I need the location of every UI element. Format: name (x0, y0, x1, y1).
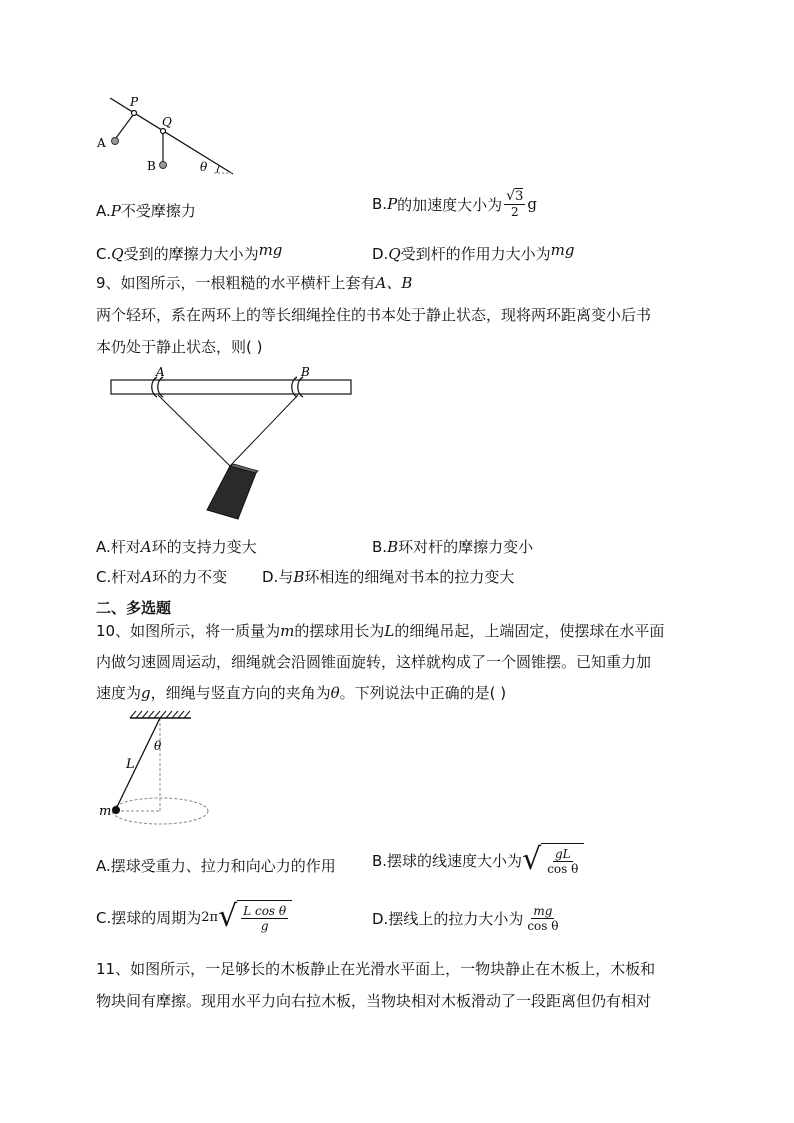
q10-option-b-sqrt: √ $\frac{gL}{\text{cos θ}}$ (522, 843, 584, 877)
label-p: P (130, 95, 139, 109)
horizontal-rod (111, 380, 351, 394)
q8-option-b-prefix: B. (372, 195, 388, 213)
q8-option-b-numerator: √3 (506, 188, 524, 204)
q8-option-b-denominator: 2 (510, 205, 519, 219)
q10-option-a[interactable]: A.摆球受重力、拉力和向心力的作用 (96, 857, 336, 875)
q8-option-d-math: mg (550, 241, 575, 259)
q10-option-b[interactable]: B.摆球的线速度大小为 √ $\frac{gL}{\text{cos θ}}$ (372, 843, 584, 877)
q8-option-b[interactable] (372, 189, 537, 219)
label-b: B (147, 159, 156, 173)
q9-option-b-var: B (387, 538, 399, 556)
fig9-label-b: B (301, 365, 310, 379)
q8-option-a[interactable] (96, 200, 196, 221)
q8-option-a-var: P (110, 202, 121, 220)
q9-option-d-var: B (293, 568, 305, 586)
q8-option-c-prefix: C. (96, 245, 112, 263)
q9-option-b[interactable]: B.B环对杆的摩擦力变小 (372, 538, 534, 556)
q9-stem-line3: 本仍处于静止状态，则( ) (96, 338, 263, 356)
ball-b (160, 162, 167, 169)
q9-option-d[interactable]: D.与B环相连的细绳对书本的拉力变大 (262, 568, 515, 586)
q9-stem-vars: A、B (375, 274, 413, 292)
string-pa (116, 115, 133, 138)
fig10-label-l: L (126, 757, 135, 772)
q9-stem-line2: 两个轻环，系在两环上的等长细绳拴住的书本处于静止状态，现将两环距离变小后书 (96, 306, 652, 324)
q10-stem-line2: 内做匀速圆周运动，细绳就会沿圆锥面旋转，这样就构成了一个圆锥摆。已知重力加 (96, 653, 652, 671)
q10-stem-line1: 10、如图所示，将一质量为m的摆球用长为L的细绳吊起，上端固定，使摆球在水平面 (96, 622, 665, 640)
ball-a (112, 138, 119, 145)
q8-option-d-text: 受到杆的作用力大小为 (400, 245, 551, 263)
fig9-label-a: A (156, 365, 165, 379)
fig10-label-m: m (99, 804, 112, 819)
q8-option-d-prefix: D. (372, 245, 389, 263)
q10-option-d-fraction: $\frac{mg}{\text{cos θ}}$ (527, 904, 559, 933)
q10-option-c-sqrt: √ $\frac{\text{L cos θ}}{g}$ (218, 900, 292, 934)
q8-option-c-math: mg (258, 241, 283, 259)
q8-option-b-text: 的加速度大小为 (397, 195, 503, 214)
q9-option-a-var: A (140, 538, 152, 556)
q8-option-c-var: Q (111, 245, 124, 263)
q10-option-c[interactable]: C.摆球的周期为 2π √ $\frac{\text{L cos θ}}{g}$ (96, 900, 292, 934)
q8-option-b-fraction (504, 189, 525, 219)
q8-option-d-var: Q (388, 245, 401, 263)
q8-option-c[interactable] (96, 243, 282, 264)
q10-conical-pendulum-figure (96, 708, 216, 833)
q8-option-d[interactable] (372, 243, 574, 264)
q8-incline-figure (96, 94, 241, 178)
q10-stem-line3: 速度为g，细绳与竖直方向的夹角为θ。下列说法中正确的是( ) (96, 684, 507, 702)
string-a (158, 395, 230, 466)
label-theta: θ (200, 160, 208, 174)
q9-stem-line1: 9、如图所示，一根粗糙的水平横杆上套有A、B (96, 274, 413, 292)
q8-option-b-var: P (387, 195, 398, 213)
label-q: Q (162, 115, 172, 129)
q10-option-d[interactable]: D.摆线上的拉力大小为 $\frac{mg}{\text{cos θ}}$ (372, 904, 559, 933)
q11-stem-line2: 物块间有摩擦。现用水平力向右拉木板，当物块相对木板滑动了一段距离但仍有相对 (96, 992, 652, 1010)
label-a: A (97, 136, 106, 150)
inclined-rod (110, 98, 233, 174)
pendulum-ball (112, 806, 120, 814)
book (207, 466, 256, 519)
q8-option-a-prefix: A. (96, 202, 111, 220)
q8-option-c-text: 受到的摩擦力大小为 (123, 245, 259, 263)
q11-stem-line1: 11、如图所示，一足够长的木板静止在光滑水平面上，一物块静止在木板上，木板和 (96, 960, 656, 978)
q9-option-a[interactable]: A.杆对A环的支持力变大 (96, 538, 257, 556)
ring-p (132, 111, 137, 116)
q10-option-c-coef: 2π (201, 909, 219, 925)
pendulum-string (116, 718, 160, 809)
section-heading: 二、多选题 (96, 599, 172, 617)
q9-book-figure (108, 365, 358, 525)
q8-option-a-text: 不受摩擦力 (120, 202, 196, 220)
ring-q (161, 129, 166, 134)
ceiling-hatch (130, 711, 190, 718)
q9-option-c[interactable]: C.杆对A环的力不变 (96, 568, 228, 586)
q8-option-b-unit: g (527, 195, 537, 213)
q9-option-c-var: A (141, 568, 153, 586)
fig10-label-theta: θ (154, 739, 162, 753)
theta-arc (217, 166, 220, 174)
string-b (230, 395, 298, 466)
